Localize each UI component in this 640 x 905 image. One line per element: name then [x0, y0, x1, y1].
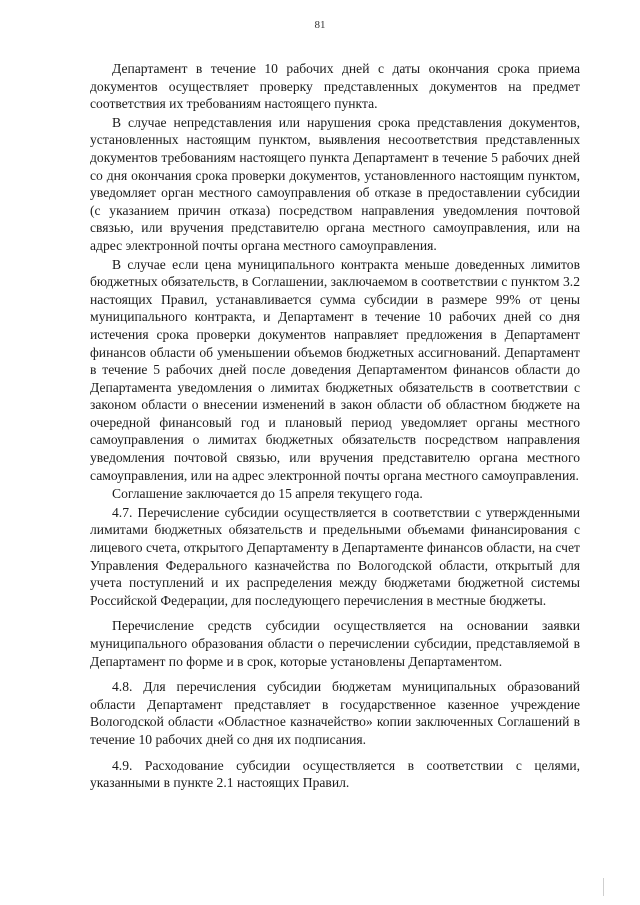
- paragraph-4-7: 4.7. Перечисление субсидии осуществляется в соответствии с утвержденными лимитами бюджетных обязательств и предельными объемами финансирования с лицевого счета, открытого Департаменту в Департаменте финансов области, на счет Управления Федерального казначейства по Вологодской области, открытый для учета поступлений и их распределения между бюджетами бюджетной системы Российской Федерации, для последующего перечисления в местные бюджеты.: [90, 504, 580, 608]
- paragraph-transfer-request: Перечисление средств субсидии осуществляется на основании заявки муниципального образования области о перечислении субсидии, представляемой в Департамент по форме и в срок, которые установлены Департаментом.: [90, 618, 580, 669]
- paragraph-contract-price: В случае если цена муниципального контракта меньше доведенных лимитов бюджетных обязательств, в Соглашении, заключаемом в соответствии с пунктом 3.2 настоящих Правил, устанавливается сумма субсидии в размере 99% от цены муниципального контракта, и Департамент в течение 10 рабочих дней со дня истечения срока проверки документов направляет предложения в Департамент финансов области об уменьшении объемов бюджетных ассигнований. Департамент в течение 5 рабочих дней после доведения Департаментом финансов области до Департамента уведомления о лимитах бюджетных обязательств в соответствии с законом области о внесении изменений в закон области об областном бюджете на очередной финансовый год и плановый период уведомляет органы местного самоуправления о лимитах бюджетных обязательств посредством направления уведомления почтовой связью, или вручения представителю органа местного самоуправления, или на адрес электронной почты органа местного самоуправления.: [90, 256, 580, 483]
- paragraph-document-review: Департамент в течение 10 рабочих дней с даты окончания срока приема документов осуществляет проверку представленных документов на предмет соответствия их требованиям настоящего пункта.: [90, 61, 580, 112]
- paragraph-4-8: 4.8. Для перечисления субсидии бюджетам муниципальных образований области Департамент представляет в государственное казенное учреждение Вологодской области «Областное казначейство» копии заключенных Соглашений в течение 10 рабочих дней со дня их подписания.: [90, 679, 580, 747]
- paragraph-refusal-notice: В случае непредставления или нарушения срока представления документов, установленных настоящим пунктом, выявления несоответствия представленных документов требованиям настоящего пункта Департамент в течение 5 рабочих дней со дня окончания срока проверки документов, установленного настоящим пунктом, уведомляет орган местного самоуправления об отказе в предоставлении субсидии (с указанием причин отказа) посредством направления уведомления почтовой связью, или вручения представителю органа местного самоуправления, или на адрес электронной почты органа местного самоуправления.: [90, 114, 580, 253]
- page-number: 81: [314, 19, 326, 31]
- paragraph-4-9: 4.9. Расходование субсидии осуществляется в соответствии с целями, указанными в пункте 2.1 настоящих Правил.: [90, 757, 580, 791]
- scan-margin-mark: [603, 878, 604, 896]
- document-body: [90, 60, 580, 792]
- paragraph-agreement-deadline: Соглашение заключается до 15 апреля текущего года.: [112, 486, 423, 502]
